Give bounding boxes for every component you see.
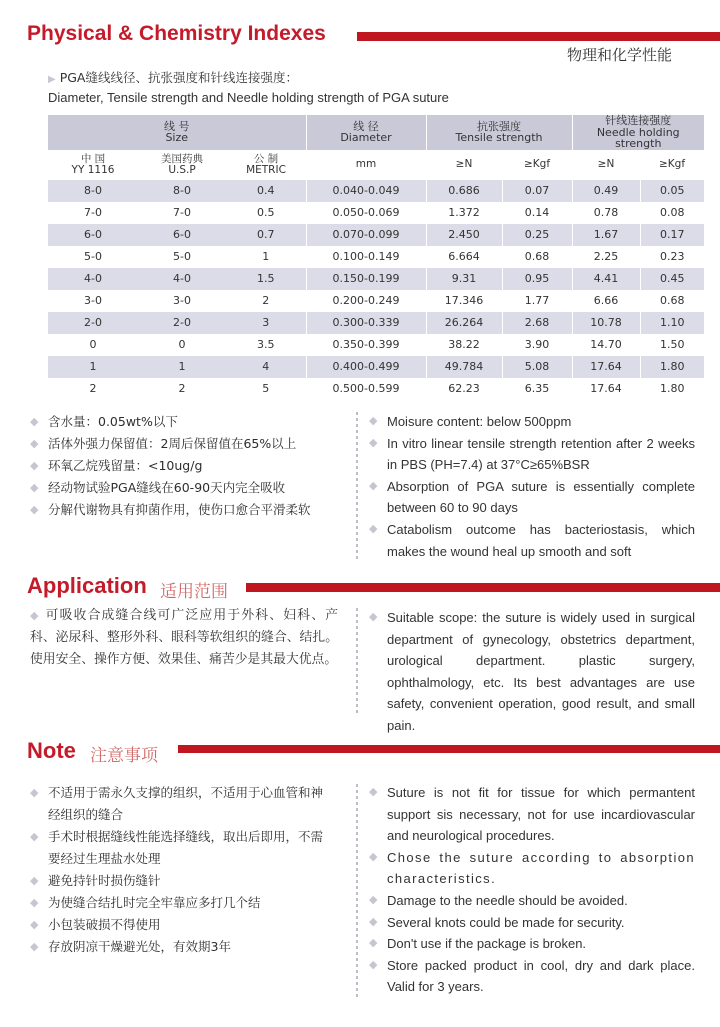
note-bar-red [178,745,720,753]
table-cell: 0.050-0.069 [306,202,426,224]
table-cell: 6-0 [138,224,226,246]
square-bullet-icon: ◆ [369,522,378,535]
property-item-cn [30,455,350,477]
header-size [48,115,306,150]
note-item-cn [30,870,330,892]
table-cell: 9.31 [426,268,502,290]
square-bullet-icon: ◆ [30,481,39,494]
header-diameter [306,115,426,150]
table-cell: 2-0 [48,312,138,334]
table-cell: 6.35 [502,378,572,400]
note-item-en-text: Chose the suture according to absorption characteristics. [387,849,695,887]
table-cell: 62.23 [426,378,502,400]
table-body [48,180,704,400]
table-cell: 17.64 [572,356,640,378]
application-text-cn-body: 可吸收合成缝合线可广泛应用于外科、妇科、产科、泌尿科、整形外科、眼科等软组织的缝合、结扎。使用安全、操作方便、效果佳、痛苦少是其最大优点。 [30,608,338,667]
note-item-cn-text: 存放阴凉干燥避光处，有效期3年 [48,939,231,954]
note-item-en-text: Store packed product in cool, dry and dark place. Valid for 3 years. [387,957,695,995]
table-cell: 8-0 [138,180,226,202]
table-cell: 0.68 [640,290,704,312]
square-bullet-icon: ◆ [369,850,379,863]
square-bullet-icon: ◆ [369,611,378,623]
header-needle [572,115,704,150]
table-cell: 2.25 [572,246,640,268]
square-bullet-icon: ◆ [30,874,39,887]
table-cell: 1.372 [426,202,502,224]
subheader-china-2: YY 1116 [71,163,115,176]
table-cell: 0.45 [640,268,704,290]
subheader-usp [138,150,226,180]
table-cell: 0.070-0.099 [306,224,426,246]
note-item-en [369,847,695,890]
table-cell: 0.500-0.599 [306,378,426,400]
table-cell: 0.07 [502,180,572,202]
table-cell: 4-0 [48,268,138,290]
note-list-cn [30,782,330,958]
note-item-cn [30,914,330,936]
table-intro-en: Diameter, Tensile strength and Needle holding strength of PGA suture [48,90,449,105]
header-tensile-en: Tensile strength [455,131,543,145]
table-cell: 3 [226,312,306,334]
note-item-cn-text: 不适用于需永久支撑的组织，不适用于心血管和神经组织的缝合 [48,785,324,822]
table-cell: 0 [138,334,226,356]
table-cell: 0.5 [226,202,306,224]
note-item-cn-text: 为使缝合结扎时完全牢靠应多打几个结 [48,895,261,910]
table-cell: 0.05 [640,180,704,202]
properties-list-en [369,411,695,562]
table-row [48,334,704,356]
note-item-cn-text: 手术时根据缝线性能选择缝线，取出后即用，不需要经过生理盐水处理 [48,829,324,866]
subheader-kgf-tensile: ≥Kgf [502,150,572,180]
property-item-en [369,519,695,562]
subheader-kgf-needle: ≥Kgf [640,150,704,180]
subheader-metric [226,150,306,180]
table-cell: 0.200-0.249 [306,290,426,312]
table-cell: 0.49 [572,180,640,202]
header-tensile-cn: 抗张强度 [477,119,521,133]
table-cell: 2-0 [138,312,226,334]
property-item-cn [30,411,350,433]
table-cell: 1.67 [572,224,640,246]
property-item-en-text: Catabolism outcome has bacteriostasis, which makes the wound heal up smooth and soft [387,521,695,559]
application-title-cn: 适用范围 [160,582,228,602]
note-item-en [369,782,695,847]
table-cell: 0.400-0.499 [306,356,426,378]
note-item-en [369,890,695,912]
note-item-en-text: Several knots could be made for security. [387,914,625,930]
square-bullet-icon: ◆ [30,503,39,516]
note-item-cn [30,936,330,958]
note-item-en [369,933,695,955]
subheader-china [48,150,138,180]
header-needle-cn: 针线连接强度 [605,114,672,127]
table-cell: 5-0 [48,246,138,268]
application-text-en-body: Suitable scope: the suture is widely used in surgical department of gynecology, obstetrics department, urological department. plastic surgery, ophthalmology, etc. Its best advantages are use safety, convenient operation, good result, and small pain. [387,610,695,733]
table-cell: 17.346 [426,290,502,312]
table-cell: 0.25 [502,224,572,246]
square-bullet-icon: ◆ [30,437,39,450]
property-item-en-text: In vitro linear tensile strength retention after 2 weeks in PBS (PH=7.4) at 37°C≥65%BSR [387,435,695,473]
table-row [48,312,704,334]
table-cell: 1.50 [640,334,704,356]
table-cell: 4 [226,356,306,378]
table-cell: 1 [138,356,226,378]
note-item-en-text: Don't use if the package is broken. [387,936,587,952]
application-text-cn [30,605,338,671]
square-bullet-icon: ◆ [369,415,378,427]
table-cell: 38.22 [426,334,502,356]
square-bullet-icon: ◆ [30,415,39,428]
table-cell: 0.300-0.339 [306,312,426,334]
table-cell: 0.23 [640,246,704,268]
table-cell: 2 [48,378,138,400]
table-cell: 6-0 [48,224,138,246]
table-row [48,356,704,378]
table-cell: 3.5 [226,334,306,356]
table-cell: 0.08 [640,202,704,224]
table-cell: 3-0 [48,290,138,312]
table-cell: 0.150-0.199 [306,268,426,290]
table-cell: 1 [226,246,306,268]
square-bullet-icon: ◆ [30,918,39,931]
table-intro-cn [48,68,298,86]
table-cell: 0.14 [502,202,572,224]
table-cell: 2.450 [426,224,502,246]
property-item-cn-text: 环氧乙烷残留量：<10ug/g [48,458,203,473]
square-bullet-icon: ◆ [30,940,39,953]
table-cell: 1.77 [502,290,572,312]
header-diam-en: Diameter [340,131,392,145]
application-bar-red [246,583,720,592]
dotted-divider-3 [356,784,358,999]
property-item-cn [30,433,350,455]
table-cell: 1.80 [640,356,704,378]
square-bullet-icon: ◆ [369,893,378,906]
section-title-note: Note [27,738,76,763]
note-item-cn-text: 小包装破损不得使用 [48,917,161,932]
table-cell: 26.264 [426,312,502,334]
table-cell: 2 [138,378,226,400]
header-diam-cn: 线 径 [353,119,379,133]
note-item-cn [30,892,330,914]
table-row [48,290,704,312]
square-bullet-icon: ◆ [369,786,378,798]
table-cell: 7-0 [138,202,226,224]
table-cell: 1.80 [640,378,704,400]
table-cell: 6.66 [572,290,640,312]
header-tensile [426,115,572,150]
table-cell: 0.686 [426,180,502,202]
table-cell: 2.68 [502,312,572,334]
note-item-cn-text: 避免持针时损伤缝针 [48,873,161,888]
square-bullet-icon: ◆ [369,958,378,971]
table-cell: 0.78 [572,202,640,224]
table-cell: 0.7 [226,224,306,246]
square-bullet-icon: ◆ [30,830,39,843]
table-cell: 5.08 [502,356,572,378]
property-item-en-text: Absorption of PGA suture is essentially complete between 60 to 90 days [387,478,695,516]
table-cell: 8-0 [48,180,138,202]
table-cell: 0.040-0.049 [306,180,426,202]
table-cell: 5-0 [138,246,226,268]
table-cell: 0.100-0.149 [306,246,426,268]
note-item-en-text: Suture is not fit for tissue for which permantent support sis necessary, not for use incardiovascular and neurological procedures. [387,785,695,844]
section-title-physical-chemistry: Physical & Chemistry Indexes [27,22,326,45]
subheader-china-1: 中 国 [80,152,106,165]
title-bar-red [357,32,720,41]
note-list-en [369,782,695,998]
properties-list-cn [30,411,350,521]
subheader-metric-2: METRIC [246,163,286,176]
table-cell: 1.5 [226,268,306,290]
table-row [48,202,704,224]
table-cell: 0 [48,334,138,356]
table-cell: 0.350-0.399 [306,334,426,356]
property-item-cn-text: 经动物试验PGA缝线在60-90天内完全吸收 [48,480,286,495]
table-cell: 10.78 [572,312,640,334]
table-cell: 2 [226,290,306,312]
note-item-cn [30,782,330,826]
subheader-mm: mm [306,150,426,180]
subheader-usp-1: 美国药典 [161,152,203,165]
table-cell: 6.664 [426,246,502,268]
square-bullet-icon: ◆ [369,915,378,928]
subheader-usp-2: U.S.P [168,163,196,176]
table-row [48,224,704,246]
note-title-cn: 注意事项 [90,746,158,766]
subheader-metric-1: 公 制 [253,152,279,165]
table-cell: 1 [48,356,138,378]
table-cell: 14.70 [572,334,640,356]
table-cell: 0.17 [640,224,704,246]
table-header-row [48,115,704,150]
header-size-cn: 线 号 [164,119,190,133]
dotted-divider-2 [356,608,358,713]
note-item-cn [30,826,330,870]
property-item-cn-text: 含水量：0.05wt%以下 [48,414,178,429]
square-bullet-icon: ◆ [369,937,378,950]
table-cell: 1.10 [640,312,704,334]
property-item-en [369,433,695,476]
subheader-n-needle: ≥N [572,150,640,180]
pga-spec-table [48,115,704,400]
table-cell: 0.4 [226,180,306,202]
square-bullet-icon: ◆ [369,479,378,492]
table-cell: 4.41 [572,268,640,290]
table-row [48,180,704,202]
table-row [48,378,704,400]
table-cell: 3-0 [138,290,226,312]
section-title-application: Application [27,573,147,598]
application-item-en [369,607,695,737]
application-bullet-cn: ◆ [30,609,40,622]
table-cell: 5 [226,378,306,400]
application-text-en [369,607,695,737]
header-size-en: Size [165,131,189,145]
property-item-cn [30,477,350,499]
table-cell: 4-0 [138,268,226,290]
property-item-en-text: Moisure content: below 500ppm [387,414,572,429]
table-row [48,246,704,268]
table-cell: 17.64 [572,378,640,400]
table-cell: 3.90 [502,334,572,356]
note-item-en [369,955,695,998]
table-cell: 49.784 [426,356,502,378]
square-bullet-icon: ◆ [30,786,39,799]
intro-cn-text: PGA缝线线径、抗张强度和针线连接强度： [59,70,298,85]
dotted-divider [356,412,358,562]
square-bullet-icon: ◆ [30,896,39,909]
table-cell: 0.68 [502,246,572,268]
note-item-en [369,912,695,934]
square-bullet-icon: ◆ [369,436,378,449]
table-row [48,268,704,290]
square-bullet-icon: ◆ [30,459,39,472]
triangle-bullet-icon: ▶ [48,74,56,85]
property-item-cn [30,499,350,521]
property-item-en [369,476,695,519]
table-cell: 0.95 [502,268,572,290]
subheader-n-tensile: ≥N [426,150,502,180]
property-item-en [369,411,695,433]
table-cell: 7-0 [48,202,138,224]
note-item-en-text: Damage to the needle should be avoided. [387,892,628,908]
property-item-cn-text: 分解代谢物具有抑菌作用，使伤口愈合平滑柔软 [48,502,311,517]
header-needle-en: Needle holding strength [596,125,680,151]
property-item-cn-text: 活体外强力保留值：2周后保留值在65%以上 [48,436,297,451]
section-title-cn: 物理和化学性能 [567,46,673,64]
table-subheader-row [48,150,704,180]
